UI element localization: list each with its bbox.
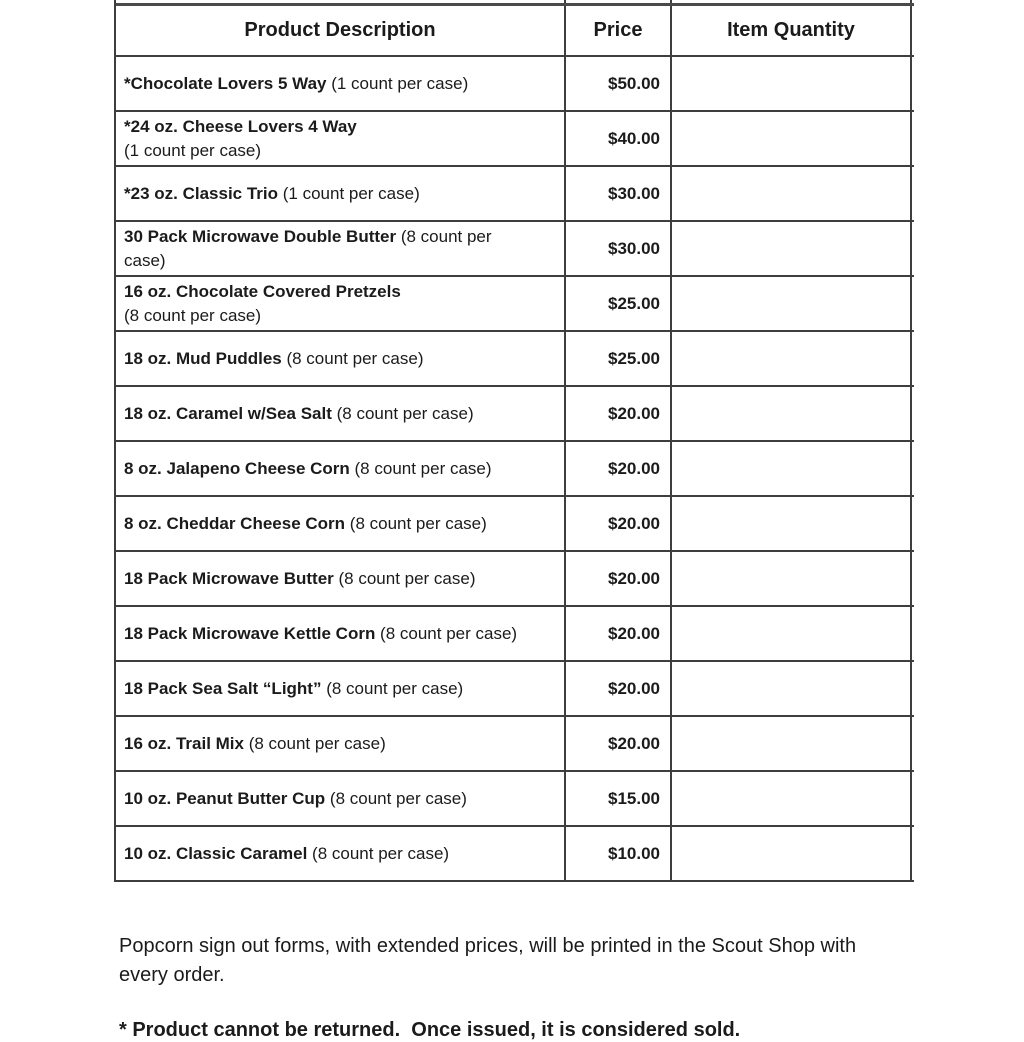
price-cell: $20.00 xyxy=(566,442,672,495)
product-description-cell xyxy=(116,112,566,165)
item-quantity-cell xyxy=(672,442,912,495)
product-table-body xyxy=(116,57,914,882)
item-quantity-cell xyxy=(672,332,912,385)
product-name: 8 oz. Jalapeno Cheese Corn xyxy=(124,458,350,478)
price-cell: $30.00 xyxy=(566,167,672,220)
item-quantity-cell xyxy=(672,222,912,275)
price-cell: $20.00 xyxy=(566,497,672,550)
price-cell: $20.00 xyxy=(566,552,672,605)
product-name: 16 oz. Chocolate Covered Pretzels xyxy=(124,281,401,301)
scout-shop-note: Popcorn sign out forms, with extended prices, will be printed in the Scout Shop with every order. xyxy=(119,935,857,986)
product-line-1 xyxy=(124,225,554,249)
table-row xyxy=(116,277,914,332)
price-cell: $20.00 xyxy=(566,717,672,770)
product-name: 18 oz. Mud Puddles xyxy=(124,348,282,368)
price-cell: $20.00 xyxy=(566,607,672,660)
product-order-table xyxy=(114,0,914,882)
product-pack-info: (8 count per case) xyxy=(331,403,474,423)
table-row xyxy=(116,552,914,607)
price-cell: $10.00 xyxy=(566,827,672,880)
product-description-cell xyxy=(116,222,566,275)
product-pack-info-line-2: (1 count per case) xyxy=(124,140,262,160)
price-cell: $40.00 xyxy=(566,112,672,165)
product-line-1 xyxy=(124,402,554,426)
product-line-1 xyxy=(124,732,554,756)
product-line-1 xyxy=(124,512,554,536)
product-pack-info: (8 count per case) xyxy=(349,458,492,478)
product-description-cell xyxy=(116,772,566,825)
product-description-cell xyxy=(116,387,566,440)
price-cell: $15.00 xyxy=(566,772,672,825)
product-description-cell xyxy=(116,57,566,110)
item-quantity-cell xyxy=(672,827,912,880)
header-price: Price xyxy=(566,6,672,55)
product-pack-info: (8 count per case) xyxy=(307,843,450,863)
price-cell: $25.00 xyxy=(566,277,672,330)
item-quantity-cell xyxy=(672,607,912,660)
item-quantity-cell xyxy=(672,277,912,330)
product-pack-info: (1 count per case) xyxy=(278,183,420,203)
table-row xyxy=(116,497,914,552)
table-row xyxy=(116,332,914,387)
product-pack-info-line-2: case) xyxy=(124,250,166,270)
product-name: 30 Pack Microwave Double Butter xyxy=(124,226,397,246)
product-line-1 xyxy=(124,115,554,139)
product-line-1 xyxy=(124,72,554,96)
product-line-1 xyxy=(124,347,554,371)
item-quantity-cell xyxy=(672,662,912,715)
table-row xyxy=(116,222,914,277)
table-row xyxy=(116,57,914,112)
item-quantity-cell xyxy=(672,717,912,770)
table-row xyxy=(116,442,914,497)
product-pack-info: (8 count per case) xyxy=(281,348,424,368)
product-description-cell xyxy=(116,662,566,715)
price-cell: $25.00 xyxy=(566,332,672,385)
return-policy-footnote: * Product cannot be returned. Once issued, it is considered sold. xyxy=(119,1019,741,1041)
product-name: 8 oz. Cheddar Cheese Corn xyxy=(124,513,346,533)
table-row xyxy=(116,167,914,222)
item-quantity-cell xyxy=(672,57,912,110)
product-name: *24 oz. Cheese Lovers 4 Way xyxy=(124,116,357,136)
product-name: 10 oz. Classic Caramel xyxy=(124,843,308,863)
cut-off-cell xyxy=(672,0,912,3)
cut-off-cell xyxy=(116,0,566,3)
table-row xyxy=(116,662,914,717)
header-product-description: Product Description xyxy=(116,6,566,55)
item-quantity-cell xyxy=(672,167,912,220)
product-line-1 xyxy=(124,787,554,811)
header-item-quantity: Item Quantity xyxy=(672,6,912,55)
price-cell: $20.00 xyxy=(566,662,672,715)
item-quantity-cell xyxy=(672,112,912,165)
product-description-cell xyxy=(116,717,566,770)
cut-off-cell xyxy=(566,0,672,3)
item-quantity-cell xyxy=(672,552,912,605)
product-name: *Chocolate Lovers 5 Way xyxy=(124,73,327,93)
product-line-1 xyxy=(124,457,554,481)
table-row xyxy=(116,827,914,882)
product-description-cell xyxy=(116,497,566,550)
product-pack-info: (8 count per case) xyxy=(325,788,467,808)
table-row xyxy=(116,112,914,167)
price-cell: $30.00 xyxy=(566,222,672,275)
product-pack-info: (8 count per case) xyxy=(333,568,476,588)
product-pack-info: (8 count per case) xyxy=(244,733,386,753)
product-name: 10 oz. Peanut Butter Cup xyxy=(124,788,326,808)
product-name: *23 oz. Classic Trio xyxy=(124,183,279,203)
item-quantity-cell xyxy=(672,772,912,825)
table-row xyxy=(116,772,914,827)
product-pack-info: (1 count per case) xyxy=(326,73,469,93)
product-pack-info: (8 count per xyxy=(396,226,492,246)
product-line-1 xyxy=(124,280,554,304)
table-row xyxy=(116,717,914,772)
product-name: 18 Pack Microwave Kettle Corn xyxy=(124,623,376,643)
product-description-cell xyxy=(116,607,566,660)
product-name: 18 Pack Sea Salt “Light” xyxy=(124,678,322,698)
product-pack-info: (8 count per case) xyxy=(375,623,518,643)
product-line-1 xyxy=(124,567,554,591)
product-line-1 xyxy=(124,677,554,701)
table-header-row xyxy=(116,6,914,57)
product-pack-info: (8 count per case) xyxy=(321,678,464,698)
product-description-cell xyxy=(116,277,566,330)
item-quantity-cell xyxy=(672,387,912,440)
product-line-1 xyxy=(124,622,554,646)
product-description-cell xyxy=(116,167,566,220)
product-name: 16 oz. Trail Mix xyxy=(124,733,244,753)
product-name: 18 Pack Microwave Butter xyxy=(124,568,334,588)
product-description-cell xyxy=(116,552,566,605)
table-row xyxy=(116,607,914,662)
product-line-1 xyxy=(124,182,554,206)
product-pack-info: (8 count per case) xyxy=(345,513,487,533)
product-description-cell xyxy=(116,332,566,385)
product-line-1 xyxy=(124,842,554,866)
price-cell: $20.00 xyxy=(566,387,672,440)
table-row xyxy=(116,387,914,442)
product-pack-info-line-2: (8 count per case) xyxy=(124,305,262,325)
product-name: 18 oz. Caramel w/Sea Salt xyxy=(124,403,332,423)
price-cell: $50.00 xyxy=(566,57,672,110)
item-quantity-cell xyxy=(672,497,912,550)
product-description-cell xyxy=(116,827,566,880)
product-description-cell xyxy=(116,442,566,495)
